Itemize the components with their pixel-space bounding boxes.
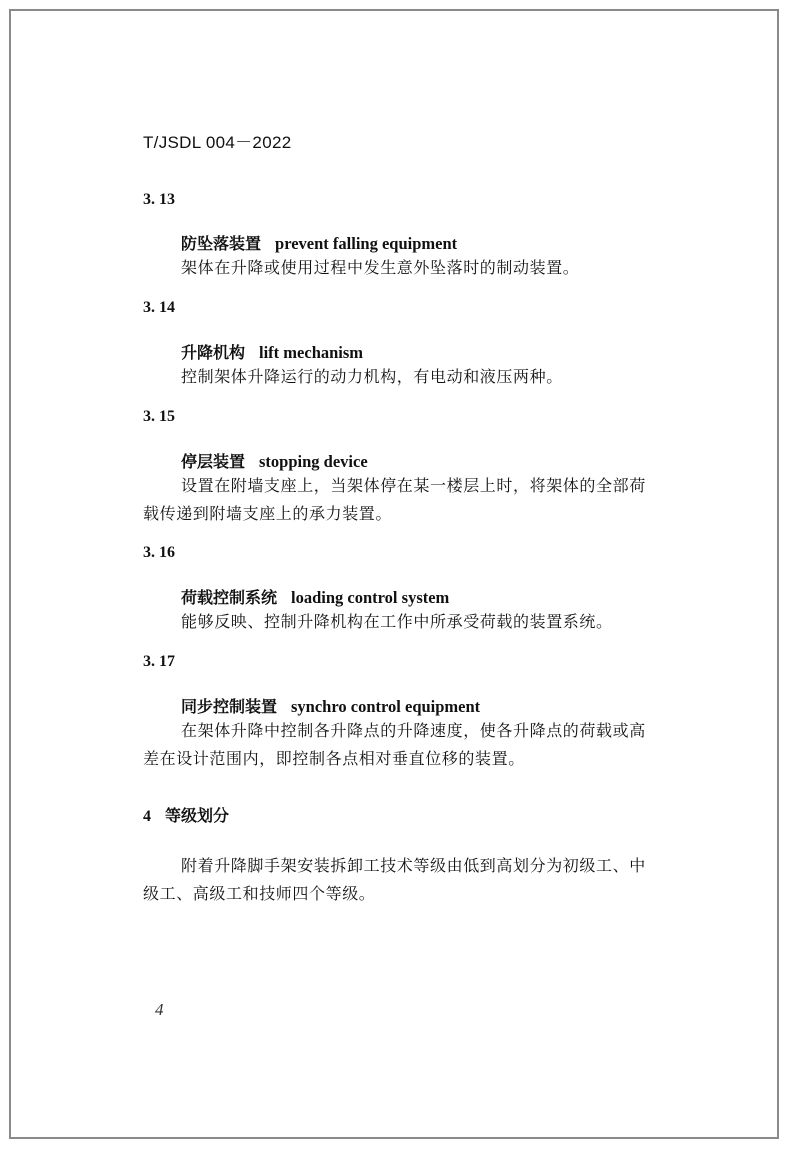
term-definition: 控制架体升降运行的动力机构，有电动和液压两种。: [181, 367, 563, 386]
term-definition: 在架体升降中控制各升降点的升降速度，使各升降点的荷载或高差在设计范围内，即控制各点相对垂直位移的装置。: [143, 721, 646, 768]
term-zh: 荷载控制系统: [181, 588, 278, 607]
term-zh: 升降机构: [181, 343, 246, 362]
term-heading: [181, 694, 480, 717]
term-definition: 架体在升降或使用过程中发生意外坠落时的制动装置。: [181, 258, 580, 277]
clause-number: 3. 15: [143, 408, 175, 425]
section-body: 附着升降脚手架安装拆卸工技术等级由低到高划分为初级工、中级工、高级工和技师四个等级。: [143, 856, 646, 903]
section-heading: [143, 803, 229, 826]
section-title: 等级划分: [165, 806, 230, 825]
term-en: synchro control equipment: [291, 697, 481, 716]
term-heading: [181, 340, 363, 363]
standard-code: T/JSDL 004－2022: [143, 133, 292, 152]
term-zh: 停层装置: [181, 452, 246, 471]
term-definition: 设置在附墙支座上，当架体停在某一楼层上时，将架体的全部荷载传递到附墙支座上的承力装置。: [143, 476, 646, 523]
clause-number: 3. 17: [143, 653, 175, 670]
term-en: loading control system: [291, 588, 450, 607]
term-heading: [181, 449, 368, 472]
clause-number: 3. 13: [143, 191, 175, 208]
clause-number: 3. 16: [143, 544, 175, 561]
term-en: lift mechanism: [259, 343, 364, 362]
term-heading: [181, 231, 457, 254]
term-en: stopping device: [259, 452, 368, 471]
term-heading: [181, 585, 449, 608]
term-zh: 防坠落装置: [181, 234, 262, 253]
section-number: 4: [143, 808, 151, 825]
term-definition: 能够反映、控制升降机构在工作中所承受荷载的装置系统。: [181, 612, 613, 631]
clause-number: 3. 14: [143, 299, 175, 316]
term-en: prevent falling equipment: [275, 234, 458, 253]
page-number: 4: [155, 1000, 164, 1019]
term-zh: 同步控制装置: [181, 697, 278, 716]
